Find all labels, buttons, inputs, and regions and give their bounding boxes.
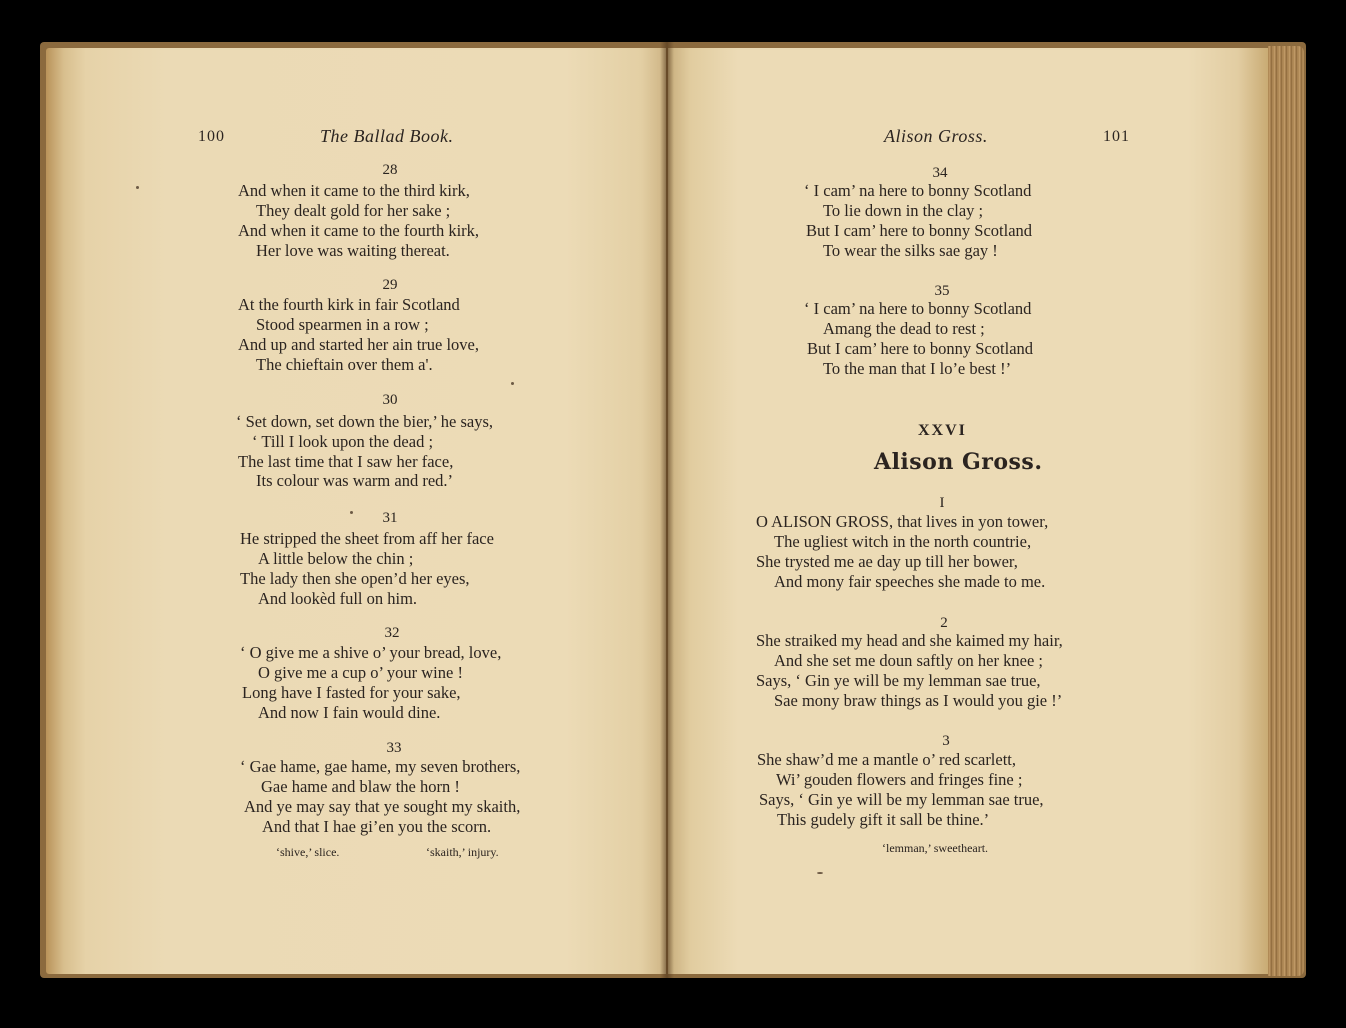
verse-line: They dealt gold for her sake ;: [256, 201, 451, 220]
verse-line: She trysted me ae day up till her bower,: [756, 552, 1018, 571]
stanza-number: 30: [382, 392, 398, 408]
verse-line: ‘ I cam’ na here to bonny Scotland: [804, 299, 1032, 318]
verse-line: But I cam’ here to bonny Scotland: [807, 339, 1034, 358]
verse-line: Long have I fasted for your sake,: [242, 683, 461, 702]
verse-line: Says, ‘ Gin ye will be my lemman sae true,: [759, 790, 1044, 809]
left-page-number: 100: [198, 128, 225, 145]
verse-line: Sae mony braw things as I would you gie !’: [774, 691, 1063, 710]
verse-line: Her love was waiting thereat.: [256, 241, 450, 260]
stanza-number: 32: [384, 625, 400, 641]
verse-line: She straiked my head and she kaimed my hair,: [756, 631, 1063, 650]
verse-line: And mony fair speeches she made to me.: [774, 572, 1046, 591]
verse-line: He stripped the sheet from aff her face: [240, 529, 494, 548]
ballad-number: XXVI: [918, 422, 967, 439]
verse-line: Stood spearmen in a row ;: [256, 315, 429, 334]
right-running-head: Alison Gross.: [884, 126, 988, 146]
stanza-number: 3: [942, 733, 950, 749]
stanza-number: 33: [386, 740, 402, 756]
verse-line: A little below the chin ;: [258, 549, 414, 568]
stanza-number: 34: [932, 165, 948, 181]
stanza-number: I: [939, 495, 945, 511]
paper-speck: [350, 511, 353, 514]
verse-line: And ye may say that ye sought my skaith,: [244, 797, 521, 816]
stanza-number: 35: [934, 283, 950, 299]
verse-line: Gae hame and blaw the horn !: [261, 777, 460, 796]
ballad-title: Alison Gross.: [874, 449, 1043, 475]
verse-line: At the fourth kirk in fair Scotland: [238, 295, 460, 314]
footnote: ‘lemman,’ sweetheart.: [882, 841, 989, 855]
verse-line: Amang the dead to rest ;: [823, 319, 985, 338]
verse-line: To wear the silks sae gay !: [823, 241, 998, 260]
verse-line: And lookèd full on him.: [258, 589, 418, 608]
verse-line: Says, ‘ Gin ye will be my lemman sae true,: [756, 671, 1041, 690]
verse-line: To the man that I lo’e best !’: [823, 359, 1012, 378]
page-edges: [1268, 46, 1304, 976]
paper-speck: [136, 186, 139, 189]
open-book: [40, 42, 1306, 978]
verse-line: And when it came to the third kirk,: [238, 181, 470, 200]
verse-line: Wi’ gouden flowers and fringes fine ;: [776, 770, 1023, 789]
verse-line: And now I fain would dine.: [258, 703, 441, 722]
paper-speck: [511, 382, 514, 385]
stanza-number: 29: [382, 277, 398, 293]
book-gutter: [660, 42, 674, 978]
verse-line: ‘ Set down, set down the bier,’ he says,: [236, 412, 494, 431]
paper-speck: [817, 872, 823, 874]
verse-line: The last time that I saw her face,: [238, 452, 454, 471]
verse-line: And that I hae gi’en you the scorn.: [262, 817, 492, 836]
verse-line: O ALISON GROSS, that lives in yon tower,: [756, 512, 1049, 531]
footnote: ‘shive,’ slice.: [276, 845, 340, 859]
stanza-number: 2: [940, 615, 948, 631]
verse-line: To lie down in the clay ;: [823, 201, 984, 220]
verse-line: ‘ Till I look upon the dead ;: [252, 432, 434, 451]
verse-line: The ugliest witch in the north countrie,: [774, 532, 1032, 551]
verse-line: ‘ I cam’ na here to bonny Scotland: [804, 181, 1032, 200]
right-page-number: 101: [1103, 128, 1130, 145]
verse-line: ‘ Gae hame, gae hame, my seven brothers,: [240, 757, 521, 776]
verse-line: Its colour was warm and red.’: [256, 471, 454, 490]
footnote: ‘skaith,’ injury.: [426, 845, 499, 859]
verse-line: The lady then she open’d her eyes,: [240, 569, 470, 588]
verse-line: She shaw’d me a mantle o’ red scarlett,: [757, 750, 1017, 769]
verse-line: The chieftain over them a'.: [256, 355, 433, 374]
verse-line: This gudely gift it sall be thine.’: [777, 810, 990, 829]
verse-line: ‘ O give me a shive o’ your bread, love,: [240, 643, 502, 662]
verse-line: And when it came to the fourth kirk,: [238, 221, 480, 240]
stanza-number: 31: [382, 510, 398, 526]
verse-line: But I cam’ here to bonny Scotland: [806, 221, 1033, 240]
stanza-number: 28: [382, 162, 398, 178]
verse-line: And up and started her ain true love,: [238, 335, 480, 354]
verse-line: And she set me doun saftly on her knee ;: [774, 651, 1043, 670]
left-running-head: The Ballad Book.: [320, 126, 454, 146]
verse-line: O give me a cup o’ your wine !: [258, 663, 463, 682]
